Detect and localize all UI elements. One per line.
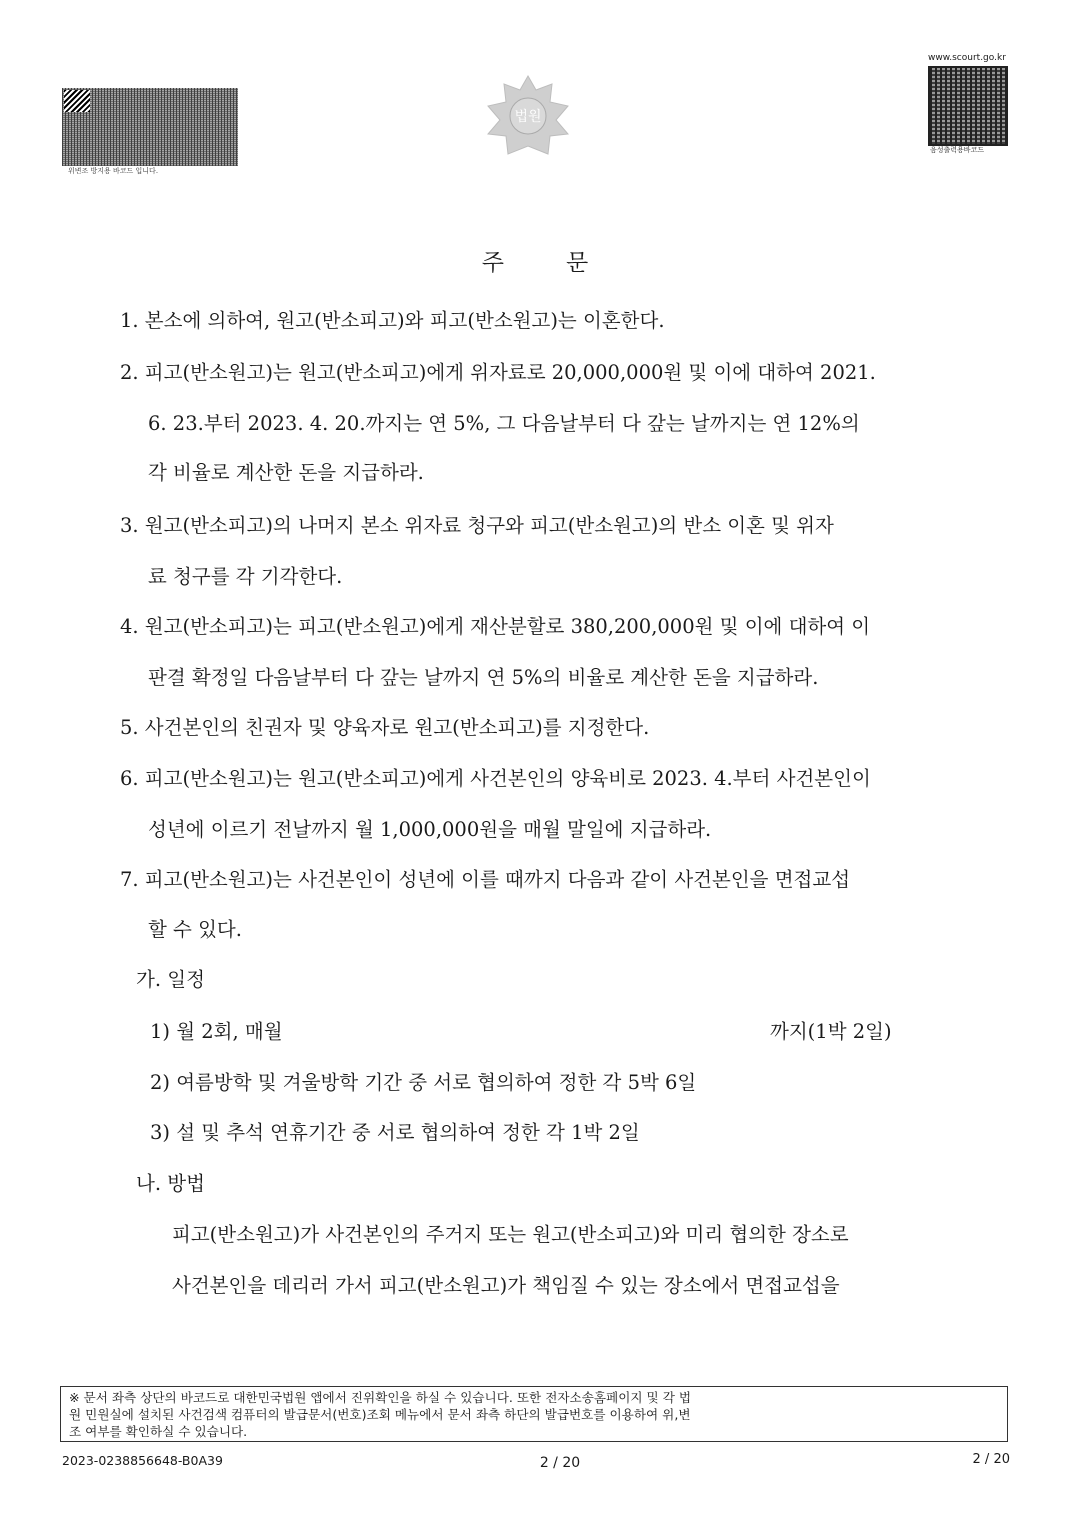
qr-caption: 음성출력용바코드 [930, 146, 985, 154]
title-char: 문 [566, 250, 589, 276]
order-line: 4. 원고(반소피고)는 피고(반소원고)에게 재산분할로 380,200,000원 및 이에 대하여 이 [120, 615, 871, 638]
notice-line: 원 민원실에 설치된 사건검색 컴퓨터의 발급문서(번호)조회 메뉴에서 문서 좌측 하단의 발급번호를 이용하여 위,변 [69, 1407, 691, 1422]
order-line: 3. 원고(반소피고)의 나머지 본소 위자료 청구와 피고(반소원고)의 반소 이혼 및 위자 [120, 514, 834, 537]
method-line: 사건본인을 데리러 가서 피고(반소원고)가 책임질 수 있는 장소에서 면접교섭을 [172, 1274, 840, 1297]
schedule-item: 2) 여름방학 및 겨울방학 기간 중 서로 협의하여 정한 각 5박 6일 [150, 1071, 697, 1094]
order-line: 료 청구를 각 기각한다. [148, 565, 343, 588]
barcode-note: 위변조 방지용 바코드 입니다. [68, 167, 159, 175]
order-line: 판결 확정일 다음날부터 다 갚는 날까지 연 5%의 비율로 계산한 돈을 지급하라. [148, 666, 819, 689]
page-number-right: 2 / 20 [972, 1452, 1010, 1467]
verification-notice [60, 1386, 1008, 1442]
schedule-item-end: 까지(1박 2일) [770, 1020, 892, 1043]
order-line: 6. 피고(반소원고)는 원고(반소피고)에게 사건본인의 양육비로 2023. 4.부터 사건본인이 [120, 767, 871, 790]
issue-number: 2023-0238856648-B0A39 [62, 1453, 223, 1468]
order-line: 6. 23.부터 2023. 4. 20.까지는 연 5%, 그 다음날부터 다 갚는 날까지는 연 12%의 [148, 412, 860, 435]
site-url: www.scourt.go.kr [928, 53, 1006, 63]
audio-output-qr-code [928, 66, 1008, 146]
schedule-item: 1) 월 2회, 매월 [150, 1020, 283, 1043]
method-line: 피고(반소원고)가 사건본인의 주거지 또는 원고(반소피고)와 미리 협의한 장소로 [172, 1223, 849, 1246]
order-line: 2. 피고(반소원고)는 원고(반소피고)에게 위자료로 20,000,000원 및 이에 대하여 2021. [120, 361, 876, 384]
page-title [0, 244, 1070, 277]
title-char: 주 [481, 250, 504, 276]
order-line: 7. 피고(반소원고)는 사건본인이 성년에 이를 때까지 다음과 같이 사건본인을 면접교섭 [120, 868, 851, 891]
order-line: 성년에 이르기 전날까지 월 1,000,000원을 매월 말일에 지급하라. [148, 818, 712, 841]
page-number: 2 / 20 [539, 1455, 581, 1471]
section-heading: 가. 일정 [136, 968, 205, 991]
notice-line: 조 여부를 확인하실 수 있습니다. [69, 1424, 248, 1439]
court-emblem-logo [478, 72, 578, 162]
emblem-text: 법원 [514, 109, 542, 125]
barcode-corner-mark [64, 90, 90, 112]
section-heading: 나. 방법 [136, 1172, 205, 1195]
notice-line: ※ 문서 좌측 상단의 바코드로 대한민국법원 앱에서 진위확인을 하실 수 있습니다. 또한 전자소송홈페이지 및 각 법 [69, 1390, 692, 1405]
order-line: 각 비율로 계산한 돈을 지급하라. [148, 461, 424, 484]
schedule-item: 3) 설 및 추석 연휴기간 중 서로 협의하여 정한 각 1박 2일 [150, 1121, 640, 1144]
order-line: 1. 본소에 의하여, 원고(반소피고)와 피고(반소원고)는 이혼한다. [120, 309, 665, 332]
order-line: 할 수 있다. [148, 918, 242, 941]
order-line: 5. 사건본인의 친권자 및 양육자로 원고(반소피고)를 지정한다. [120, 716, 650, 739]
